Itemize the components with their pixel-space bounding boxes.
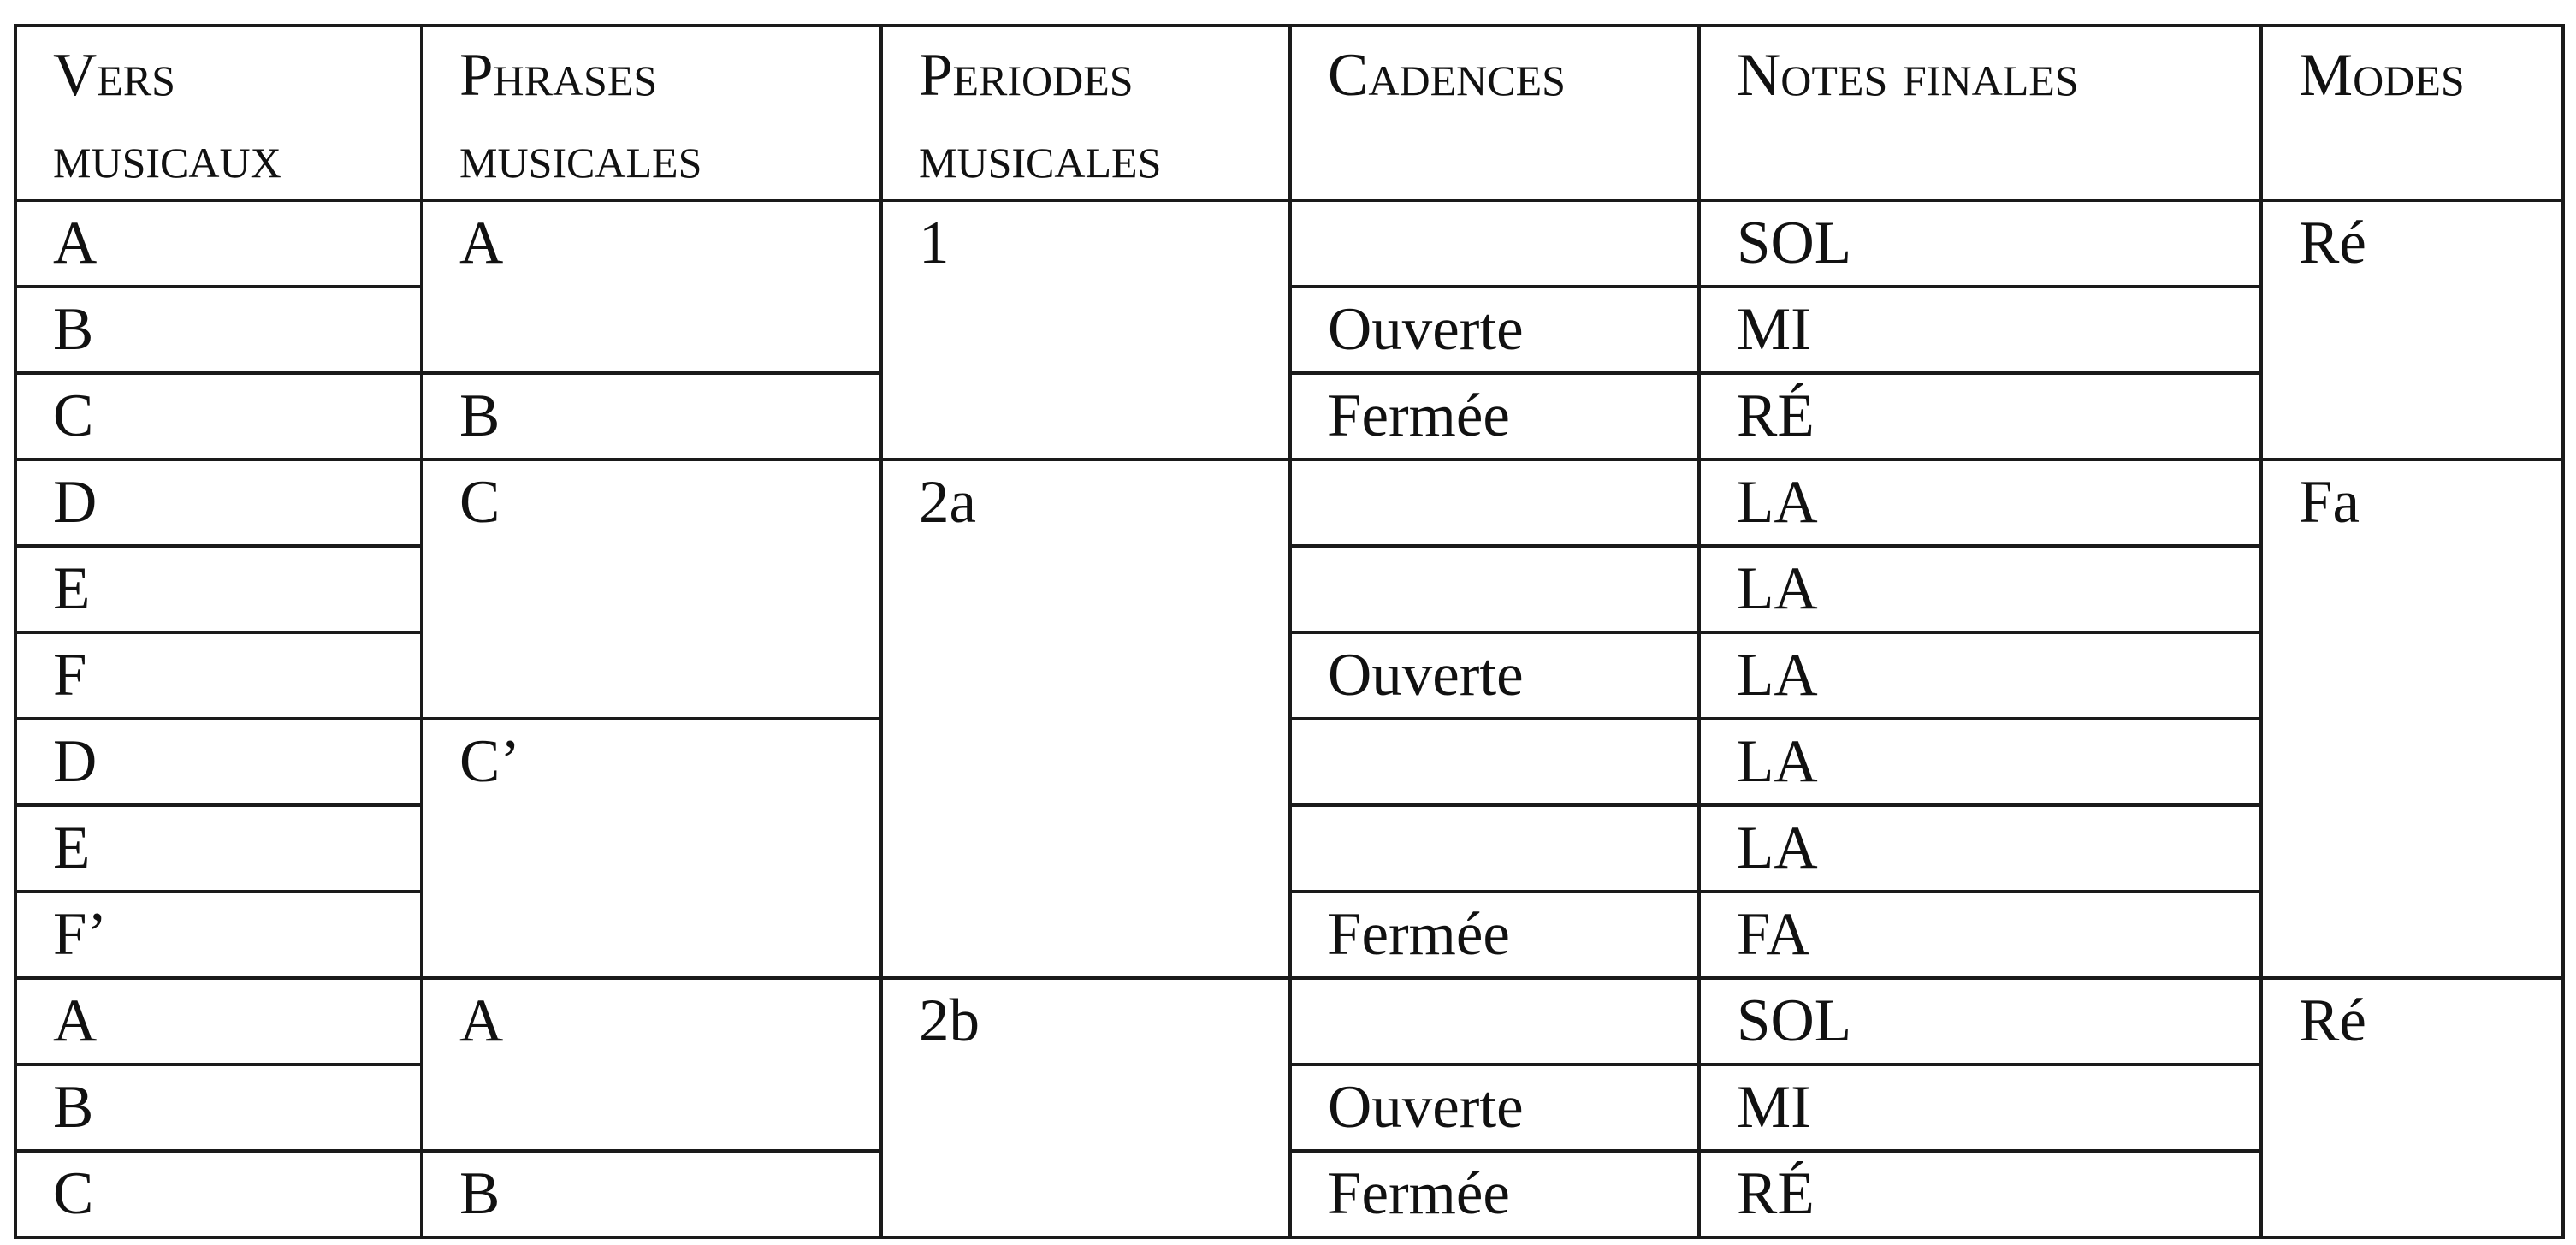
table-row — [15, 978, 2563, 1064]
periode-cell: 1 — [881, 200, 1290, 459]
note-cell: LA — [1699, 632, 2261, 719]
vers-cell: E — [15, 805, 422, 892]
note-cell: RÉ — [1699, 373, 2261, 459]
cadence-cell — [1290, 459, 1699, 546]
vers-cell: E — [15, 546, 422, 632]
cadence-cell: Ouverte — [1290, 1064, 1699, 1151]
note-cell: SOL — [1699, 200, 2261, 287]
periode-cell: 2a — [881, 459, 1290, 978]
cadence-cell — [1290, 546, 1699, 632]
phrase-cell: B — [422, 1151, 881, 1237]
header-phrases-line2: musicales — [459, 124, 702, 191]
note-cell: LA — [1699, 546, 2261, 632]
note-cell: MI — [1699, 1064, 2261, 1151]
header-periodes-line1: Periodes — [919, 42, 1134, 109]
note-cell: LA — [1699, 805, 2261, 892]
mode-cell: Ré — [2261, 978, 2563, 1237]
table-row — [15, 459, 2563, 546]
header-cadences: Cadences — [1290, 26, 1699, 200]
vers-cell: D — [15, 719, 422, 805]
mode-cell: Fa — [2261, 459, 2563, 978]
note-cell: RÉ — [1699, 1151, 2261, 1237]
note-cell: SOL — [1699, 978, 2261, 1064]
phrase-cell: A — [422, 978, 881, 1151]
vers-cell: F’ — [15, 892, 422, 978]
vers-cell: F — [15, 632, 422, 719]
header-row — [15, 26, 2563, 200]
mode-cell: Ré — [2261, 200, 2563, 459]
phrase-cell: C’ — [422, 719, 881, 978]
header-vers-line2: musicaux — [53, 124, 281, 191]
header-notes-finales: Notes finales — [1699, 26, 2261, 200]
periode-cell: 2b — [881, 978, 1290, 1237]
header-phrases-musicales — [422, 26, 881, 200]
header-periodes-line2: musicales — [919, 124, 1162, 191]
vers-cell: A — [15, 978, 422, 1064]
cadence-cell — [1290, 978, 1699, 1064]
table-row — [15, 200, 2563, 287]
cadence-cell — [1290, 200, 1699, 287]
header-phrases-line1: Phrases — [459, 42, 658, 109]
phrase-cell: A — [422, 200, 881, 373]
note-cell: LA — [1699, 719, 2261, 805]
note-cell: LA — [1699, 459, 2261, 546]
header-modes: Modes — [2261, 26, 2563, 200]
vers-cell: B — [15, 1064, 422, 1151]
cadence-cell: Fermée — [1290, 892, 1699, 978]
note-cell: MI — [1699, 287, 2261, 373]
cadence-cell: Fermée — [1290, 1151, 1699, 1237]
cadence-cell: Fermée — [1290, 373, 1699, 459]
note-cell: FA — [1699, 892, 2261, 978]
cadence-cell — [1290, 719, 1699, 805]
header-vers-line1: Vers — [53, 42, 175, 109]
header-vers-musicaux — [15, 26, 422, 200]
cadence-cell: Ouverte — [1290, 632, 1699, 719]
vers-cell: C — [15, 373, 422, 459]
vers-cell: D — [15, 459, 422, 546]
music-structure-table — [14, 24, 2565, 1239]
cadence-cell — [1290, 805, 1699, 892]
vers-cell: A — [15, 200, 422, 287]
vers-cell: B — [15, 287, 422, 373]
phrase-cell: C — [422, 459, 881, 719]
phrase-cell: B — [422, 373, 881, 459]
vers-cell: C — [15, 1151, 422, 1237]
cadence-cell: Ouverte — [1290, 287, 1699, 373]
header-periodes-musicales — [881, 26, 1290, 200]
